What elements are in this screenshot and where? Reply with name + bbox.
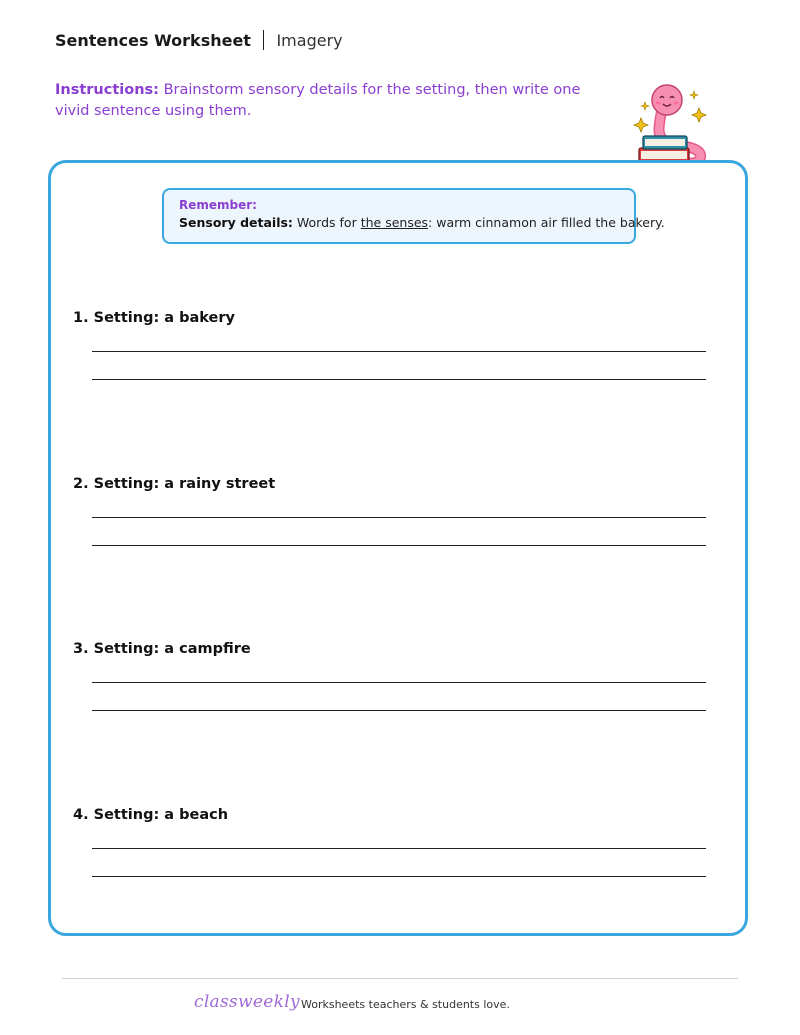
remember-title: Remember: (179, 198, 257, 212)
instructions-text: Brainstorm sensory details for the setting, then write one vivid sentence using them. (55, 82, 581, 119)
remember-definition (179, 215, 665, 230)
worksheet-subtitle: Imagery (276, 30, 343, 50)
footer-divider (62, 978, 738, 979)
remember-text-before: Words for (296, 215, 357, 230)
answer-line[interactable] (92, 876, 706, 877)
question-4-label: 4. Setting: a beach (73, 807, 229, 823)
answer-line[interactable] (92, 351, 706, 352)
remember-text-after: : warm cinnamon air filled the bakery. (428, 215, 665, 230)
remember-underlined: the senses (360, 215, 429, 230)
answer-line[interactable] (92, 682, 706, 683)
remember-term: Sensory details: (179, 215, 293, 230)
question-3-label: 3. Setting: a campfire (73, 641, 251, 657)
header-divider (263, 30, 265, 50)
answer-line[interactable] (92, 517, 706, 518)
answer-line[interactable] (92, 710, 706, 711)
worm-on-books-icon (633, 78, 713, 170)
answer-line[interactable] (92, 379, 706, 380)
footer-tagline: Worksheets teachers & students love. (301, 998, 510, 1011)
question-1-label: 1. Setting: a bakery (73, 310, 235, 326)
answer-line[interactable] (92, 848, 706, 849)
instructions-lead: Instructions: (55, 82, 159, 98)
worksheet-header (55, 30, 343, 50)
answer-line[interactable] (92, 545, 706, 546)
worksheet-title: Sentences Worksheet (55, 30, 251, 50)
instructions (55, 80, 595, 122)
question-2-label: 2. Setting: a rainy street (73, 476, 276, 492)
brand-logo: classweekly (194, 992, 300, 1012)
remember-box (162, 188, 665, 244)
